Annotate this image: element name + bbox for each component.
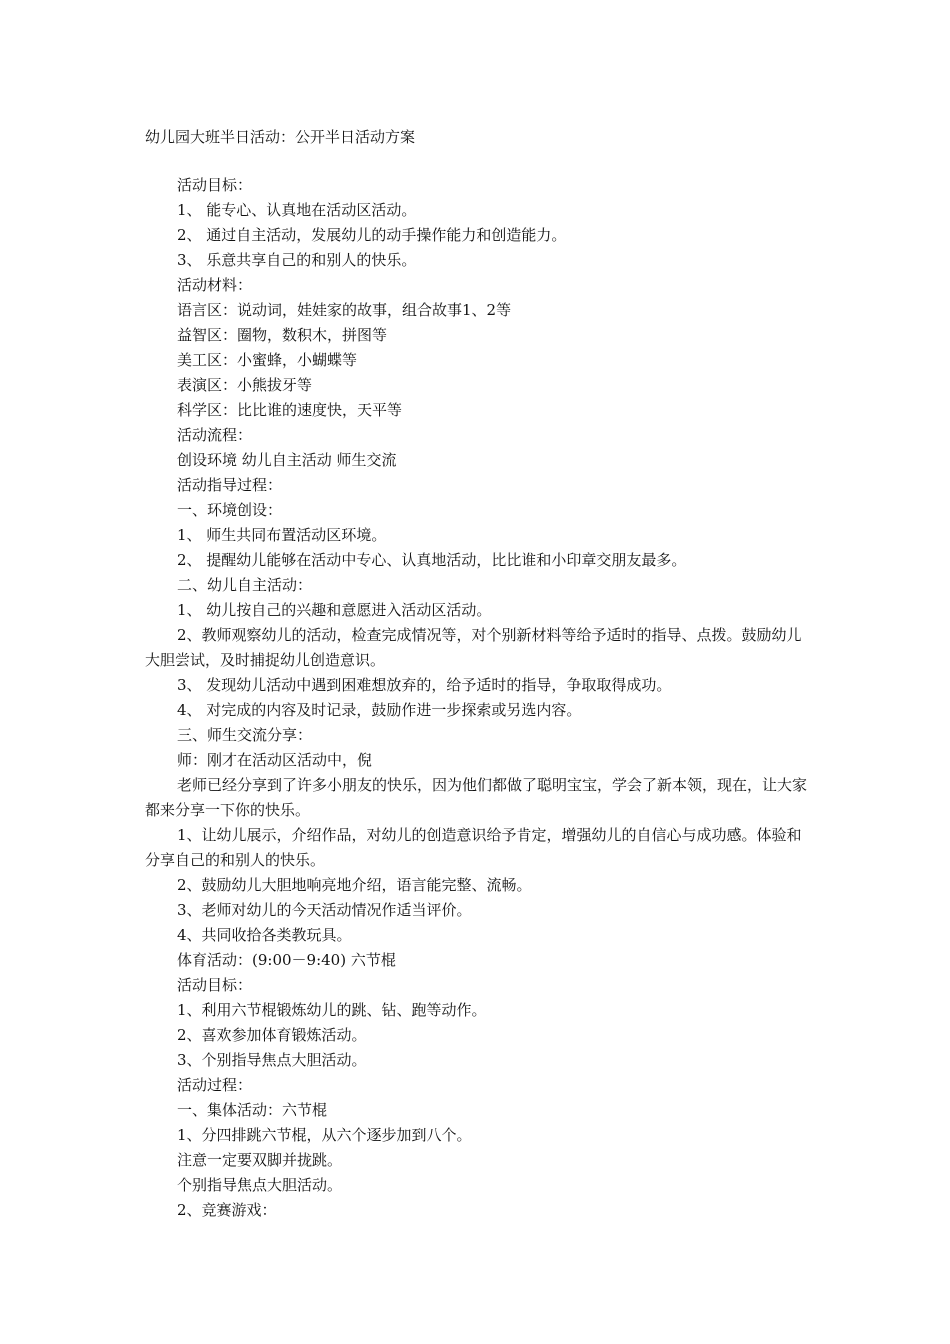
- paragraph: 美工区：小蜜蜂，小蝴蝶等: [177, 351, 358, 369]
- paragraph: 1、让幼儿展示，介绍作品，对幼儿的创造意识给予肯定，增强幼儿的自信心与成功感。体验和分享自己的和别人的快乐。: [145, 826, 802, 869]
- paragraph: 2、鼓励幼儿大胆地响亮地介绍，语言能完整、流畅。: [177, 876, 532, 894]
- paragraph: 3、 发现幼儿活动中遇到困难想放弃的，给予适时的指导，争取取得成功。: [177, 676, 672, 694]
- paragraph: 3、 乐意共享自己的和别人的快乐。: [177, 251, 417, 269]
- paragraph: 一、集体活动：六节棍: [177, 1101, 328, 1119]
- paragraph: 4、共同收拾各类教玩具。: [177, 926, 352, 944]
- paragraph: 活动过程：: [177, 1076, 253, 1094]
- paragraph: 注意一定要双脚并拢跳。: [177, 1151, 343, 1169]
- paragraph: 师：刚才在活动区活动中，倪: [177, 751, 373, 769]
- paragraph: 1、 能专心、认真地在活动区活动。: [177, 201, 417, 219]
- paragraph: 3、老师对幼儿的今天活动情况作适当评价。: [177, 901, 472, 919]
- paragraph: 个别指导焦点大胆活动。: [177, 1176, 343, 1194]
- paragraph: 活动指导过程：: [177, 476, 283, 494]
- paragraph: 老师已经分享到了许多小朋友的快乐，因为他们都做了聪明宝宝，学会了新本领，现在，让大家都来分享一下你的快乐。: [145, 776, 808, 819]
- document-title: 幼儿园大班半日活动：公开半日活动方案: [145, 128, 416, 146]
- document-body: [145, 173, 810, 1223]
- paragraph: 活动目标：: [177, 176, 253, 194]
- paragraph: 语言区：说动词，娃娃家的故事，组合故事1、2等: [177, 301, 512, 319]
- paragraph: 一、环境创设：: [177, 501, 283, 519]
- paragraph: 1、 幼儿按自己的兴趣和意愿进入活动区活动。: [177, 601, 492, 619]
- paragraph: 体育活动：(9:00－9:40) 六节棍: [177, 951, 396, 969]
- paragraph: 创设环境 幼儿自主活动 师生交流: [177, 451, 397, 469]
- paragraph: 2、 通过自主活动，发展幼儿的动手操作能力和创造能力。: [177, 226, 567, 244]
- paragraph: 活动材料：: [177, 276, 253, 294]
- paragraph: 表演区：小熊拔牙等: [177, 376, 313, 394]
- paragraph: 2、喜欢参加体育锻炼活动。: [177, 1026, 367, 1044]
- paragraph: 活动流程：: [177, 426, 253, 444]
- paragraph: 活动目标：: [177, 976, 253, 994]
- paragraph: 2、教师观察幼儿的活动，检查完成情况等，对个别新材料等给予适时的指导、点拨。鼓励幼儿大胆尝试，及时捕捉幼儿创造意识。: [145, 626, 802, 669]
- paragraph: 1、 师生共同布置活动区环境。: [177, 526, 387, 544]
- paragraph: 益智区：圈物，数积木，拼图等: [177, 326, 388, 344]
- paragraph: 三、师生交流分享：: [177, 726, 313, 744]
- paragraph: 4、 对完成的内容及时记录，鼓励作进一步探索或另选内容。: [177, 701, 582, 719]
- paragraph: 科学区：比比谁的速度快，天平等: [177, 401, 403, 419]
- paragraph: 2、 提醒幼儿能够在活动中专心、认真地活动，比比谁和小印章交朋友最多。: [177, 551, 687, 569]
- paragraph: 3、个别指导焦点大胆活动。: [177, 1051, 367, 1069]
- paragraph: 1、分四排跳六节棍，从六个逐步加到八个。: [177, 1126, 472, 1144]
- paragraph: 1、利用六节棍锻炼幼儿的跳、钻、跑等动作。: [177, 1001, 487, 1019]
- paragraph: 二、幼儿自主活动：: [177, 576, 313, 594]
- paragraph: 2、竞赛游戏：: [177, 1201, 277, 1219]
